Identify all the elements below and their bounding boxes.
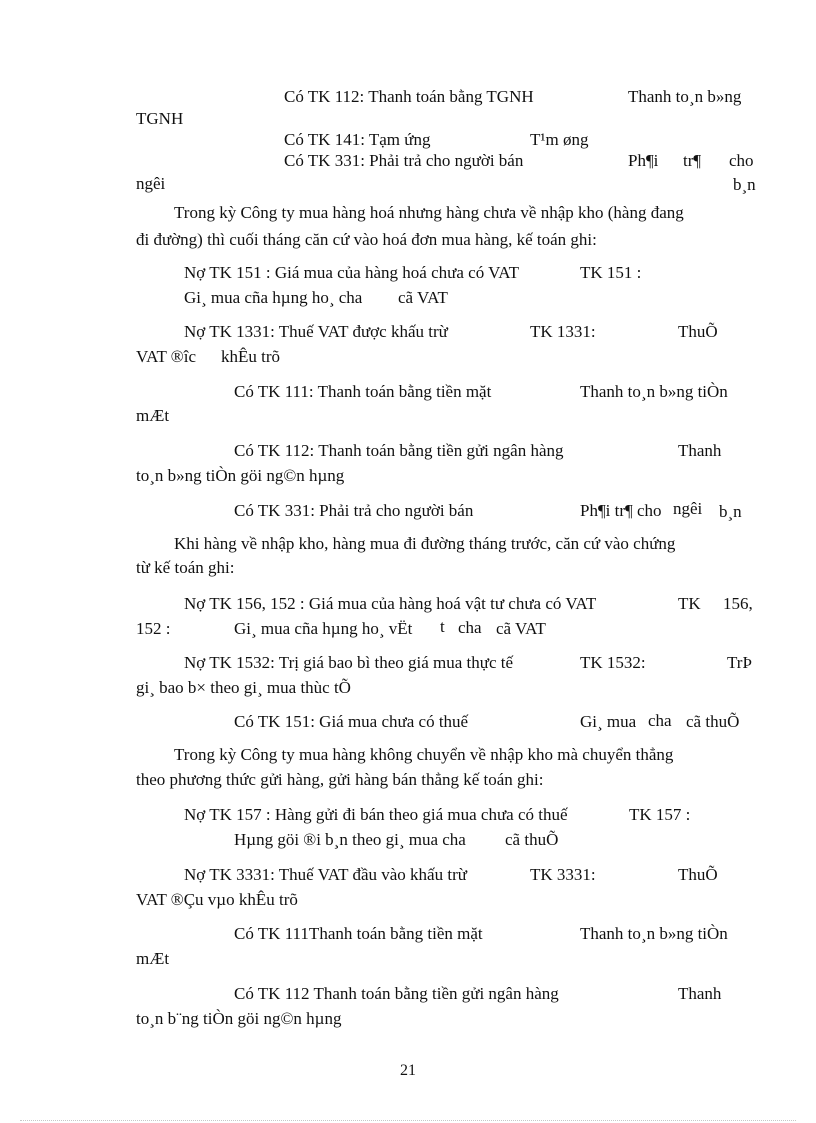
legacy-text: b¸n <box>733 175 756 194</box>
legacy-text: ngêi <box>136 174 166 193</box>
legacy-text: 152 : <box>136 619 171 638</box>
paragraph-line: từ kế toán ghi: <box>136 558 235 577</box>
entry-credit-112-b: Có TK 112 Thanh toán bằng tiền gửi ngân hàng <box>234 984 559 1003</box>
legacy-text: cã VAT <box>398 288 448 307</box>
legacy-text: TK 157 : <box>629 805 691 824</box>
legacy-text: Thanh to¸n b»ng tiÒn <box>580 382 728 401</box>
page-bottom-rule <box>20 1120 796 1121</box>
paragraph-line: Trong kỳ Công ty mua hàng không chuyển về nhập kho mà chuyển thẳng <box>174 745 674 764</box>
legacy-text: t <box>440 617 445 636</box>
paragraph-line: Trong kỳ Công ty mua hàng hoá nhưng hàng chưa về nhập kho (hàng đang <box>174 203 684 222</box>
entry-debit-1532: Nợ TK 1532: Trị giá bao bì theo giá mua thực tế <box>184 653 514 672</box>
entry-debit-1331: Nợ TK 1331: Thuế VAT được khấu trừ <box>184 322 448 341</box>
legacy-text: Thanh <box>678 441 722 460</box>
legacy-text: mÆt <box>136 406 170 425</box>
entry-credit-111: Có TK 111: Thanh toán bằng tiền mặt <box>234 382 492 401</box>
legacy-text: TK 1331: <box>530 322 596 341</box>
entry-credit-151: Có TK 151: Giá mua chưa có thuế <box>234 712 469 731</box>
legacy-text: TK 3331: <box>530 865 596 884</box>
legacy-text: cho <box>729 151 754 170</box>
legacy-text: mÆt <box>136 949 170 968</box>
legacy-text: Thanh to¸n b»ng tiÒn <box>580 924 728 943</box>
legacy-text: khÊu trõ <box>221 347 281 366</box>
entry-credit-331: Có TK 331: Phải trả cho người bán <box>284 151 524 170</box>
legacy-text: Thanh <box>678 984 722 1003</box>
legacy-text: VAT ®îc <box>136 347 196 366</box>
legacy-text: Ph¶i tr¶ cho <box>580 501 662 520</box>
legacy-text: gi¸ bao b× theo gi¸ mua thùc tÕ <box>136 678 351 697</box>
paragraph-line: theo phương thức gửi hàng, gửi hàng bán thẳng kế toán ghi: <box>136 770 544 789</box>
entry-credit-112: Có TK 112: Thanh toán bằng TGNH <box>284 87 534 106</box>
legacy-text: tr¶ <box>683 151 702 170</box>
legacy-text: TK <box>678 594 701 613</box>
legacy-text: TrÞ <box>727 653 752 672</box>
legacy-text: cã thuÕ <box>505 830 559 849</box>
legacy-text: Hµng göi ®i b¸n theo gi¸ mua cha <box>234 830 466 849</box>
entry-credit-141-legacy: T¹m øng <box>530 130 589 149</box>
entry-debit-3331: Nợ TK 3331: Thuế VAT đầu vào khấu trừ <box>184 865 467 884</box>
legacy-text: cha <box>648 711 672 730</box>
legacy-text: TK 151 : <box>580 263 642 282</box>
legacy-text: cã VAT <box>496 619 546 638</box>
legacy-text: ThuÕ <box>678 865 718 884</box>
legacy-text: TK 1532: <box>580 653 646 672</box>
legacy-text: TGNH <box>136 109 184 128</box>
legacy-text: ThuÕ <box>678 322 718 341</box>
legacy-text: b¸n <box>719 502 742 521</box>
entry-credit-112-legacy: Thanh to¸n b»ng <box>628 87 742 106</box>
entry-debit-156-152: Nợ TK 156, 152 : Giá mua của hàng hoá vật tư chưa có VAT <box>184 594 597 613</box>
paragraph-line: đi đường) thì cuối tháng căn cứ vào hoá đơn mua hàng, kế toán ghi: <box>136 230 597 249</box>
entry-credit-141: Có TK 141: Tạm ứng <box>284 130 431 149</box>
legacy-text: 156, <box>723 594 753 613</box>
entry-debit-157: Nợ TK 157 : Hàng gửi đi bán theo giá mua chưa có thuế <box>184 805 568 824</box>
entry-credit-111-b: Có TK 111Thanh toán bằng tiền mặt <box>234 924 483 943</box>
legacy-text: cã thuÕ <box>686 712 740 731</box>
legacy-text: VAT ®Çu vµo khÊu trõ <box>136 890 298 909</box>
legacy-text: Gi¸ mua <box>580 712 637 731</box>
entry-credit-331-b: Có TK 331: Phải trả cho người bán <box>234 501 474 520</box>
legacy-text: to¸n b»ng tiÒn göi ng©n hµng <box>136 466 345 485</box>
entry-credit-112-bank: Có TK 112: Thanh toán bằng tiền gửi ngân hàng <box>234 441 564 460</box>
paragraph-line: Khi hàng về nhập kho, hàng mua đi đường tháng trước, căn cứ vào chứng <box>174 534 676 553</box>
legacy-text: Gi¸ mua cña hµng ho¸ vËt <box>234 619 413 638</box>
entry-debit-151: Nợ TK 151 : Giá mua của hàng hoá chưa có VAT <box>184 263 519 282</box>
legacy-text: cha <box>458 618 482 637</box>
legacy-text: ngêi <box>673 499 703 518</box>
page-number: 21 <box>400 1062 416 1079</box>
legacy-text: to¸n b¨ng tiÒn göi ng©n hµng <box>136 1009 342 1028</box>
legacy-text: Ph¶i <box>628 151 659 170</box>
legacy-text: Gi¸ mua cña hµng ho¸ cha <box>184 288 363 307</box>
